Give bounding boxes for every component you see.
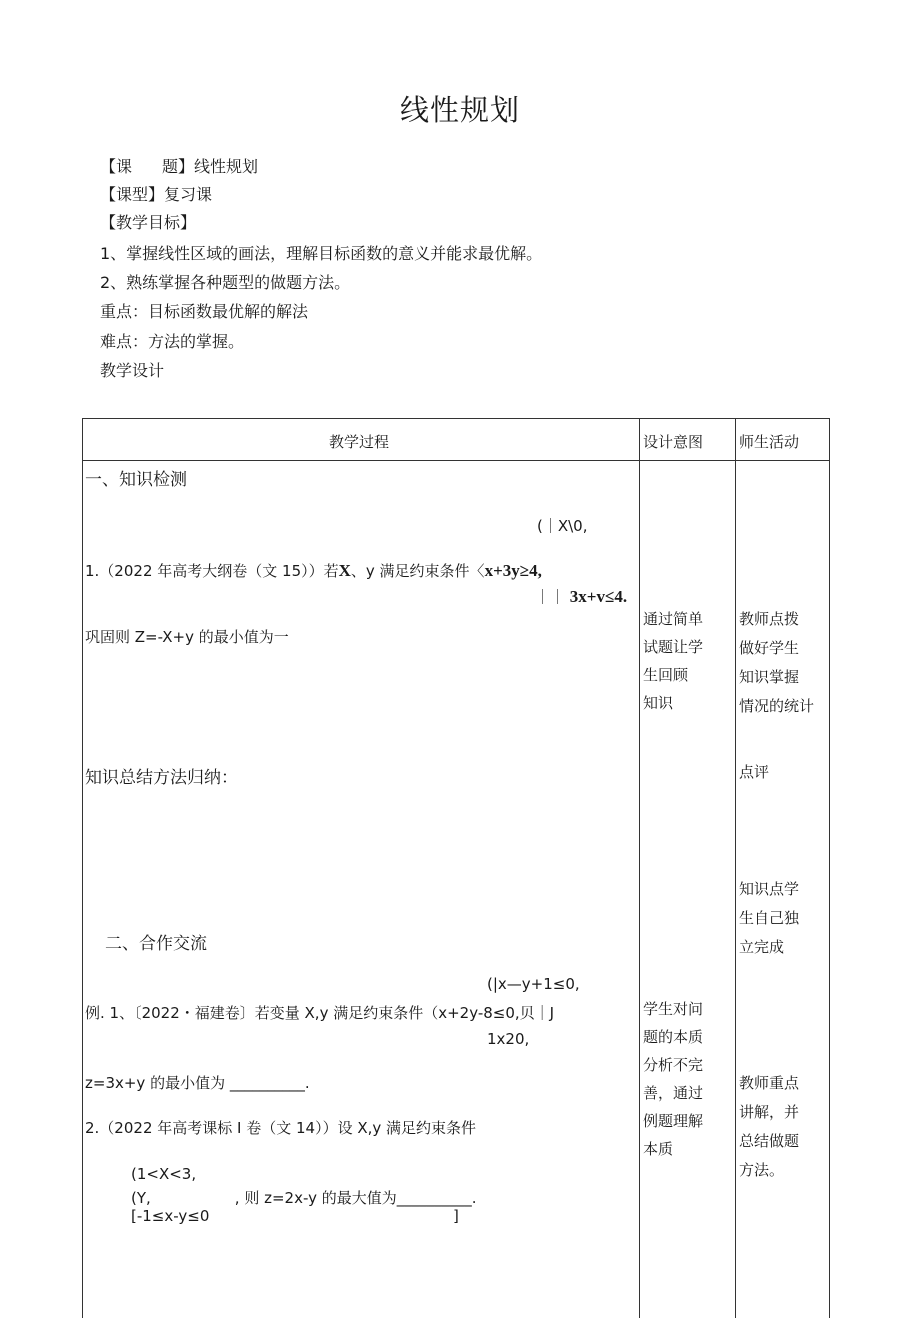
intent-1-line: 生回顾 [643, 666, 689, 684]
intent-2-line: 本质 [643, 1140, 674, 1158]
goal-2: 2、熟练掌握各种题型的做题方法。 [100, 273, 351, 292]
constraint-3-text: 3x+v≤4. [569, 587, 628, 606]
activity-4-line: 讲解，并 [739, 1103, 800, 1121]
activity-1-line: 教师点拨 [739, 610, 800, 628]
q1-mid: 、y 满足约束条件〈 [350, 562, 485, 580]
q2-constraint-3: [-1≤x-y≤0 [131, 1207, 210, 1225]
key-point: 重点：目标函数最优解的解法 [100, 302, 309, 321]
activity-1-line: 知识掌握 [739, 668, 800, 686]
intent-1 [643, 605, 703, 717]
activity-4-line: 教师重点 [739, 1074, 800, 1092]
intent-2 [643, 995, 703, 1163]
intent-2-line: 题的本质 [643, 1028, 704, 1046]
example-1: 例. 1、〔2022・福建卷〕若变量 X,y 满足约束条件（x+2y-8≤0,贝｜J [85, 1004, 555, 1022]
example-1-constraint-1: (|x—y+1≤0, [487, 975, 580, 993]
question-1 [85, 560, 542, 581]
question-1-tail: 巩固则 Z=-X+y 的最小值为一 [85, 628, 289, 646]
intent-1-line: 通过简单 [643, 610, 704, 628]
example-1-tail: z=3x+y 的最小值为 __________. [85, 1074, 310, 1092]
section-2-heading: 二、合作交流 [105, 934, 207, 954]
intent-1-line: 试题让学 [643, 638, 704, 656]
page-title: 线性规划 [399, 93, 520, 127]
example-1-constraint-3: 1x20, [487, 1030, 530, 1048]
goals-header: 【教学目标】 [100, 213, 197, 232]
intent-2-line: 例题理解 [643, 1112, 704, 1130]
activity-4-line: 方法。 [739, 1161, 785, 1179]
difficulty: 难点：方法的掌握。 [100, 332, 245, 351]
activity-1-line: 做好学生 [739, 639, 800, 657]
activity-2: 点评 [739, 763, 770, 781]
topic-label-a: 【课 [100, 157, 133, 176]
constraint-2: x+3y≥4, [484, 561, 542, 580]
constraint-3-bars: ｜｜ [535, 588, 566, 606]
q2-tail: , 则 z=2x-y 的最大值为__________. [234, 1189, 477, 1207]
method-summary: 知识总结方法归纳： [85, 768, 238, 788]
q2-c2: (Y, [131, 1189, 151, 1207]
column-divider [639, 419, 640, 1318]
header-activity: 师生活动 [739, 433, 800, 451]
activity-3-line: 立完成 [739, 938, 785, 956]
topic-label-b: 题】线性规划 [162, 157, 259, 176]
q2-bracket: ] [453, 1207, 459, 1225]
header-process: 教学过程 [329, 433, 390, 451]
lesson-type: 【课型】复习课 [100, 185, 213, 204]
q1-var: X [338, 561, 351, 580]
activity-3 [739, 875, 799, 962]
q2-constraint-1: (1<X<3, [131, 1165, 197, 1183]
activity-3-line: 生自己独 [739, 909, 800, 927]
constraint-3 [535, 586, 627, 607]
intent-2-line: 学生对问 [643, 1000, 704, 1018]
activity-4-line: 总结做题 [739, 1132, 800, 1150]
activity-1 [739, 605, 814, 721]
intent-2-line: 分析不完 [643, 1056, 704, 1074]
section-1-heading: 一、知识检测 [85, 470, 187, 490]
activity-3-line: 知识点学 [739, 880, 800, 898]
q1-text: 1.（2022 年高考大纲卷（文 15））若 [85, 562, 339, 580]
constraint-1: (｜X\0, [537, 517, 588, 535]
teaching-design: 教学设计 [100, 361, 165, 380]
goal-1: 1、掌握线性区域的画法，理解目标函数的意义并能求最优解。 [100, 244, 543, 263]
column-divider [735, 419, 736, 1318]
activity-4 [739, 1069, 799, 1185]
lesson-topic [100, 154, 258, 177]
lesson-table [82, 418, 830, 1318]
intent-2-line: 善，通过 [643, 1084, 704, 1102]
header-intent: 设计意图 [643, 433, 704, 451]
question-2: 2.（2022 年高考课标 I 卷（文 14））设 X,y 满足约束条件 [85, 1119, 477, 1137]
intent-1-line: 知识 [643, 694, 674, 712]
header-divider [83, 460, 829, 461]
activity-1-line: 情况的统计 [739, 697, 815, 715]
q2-constraint-2 [131, 1187, 477, 1208]
